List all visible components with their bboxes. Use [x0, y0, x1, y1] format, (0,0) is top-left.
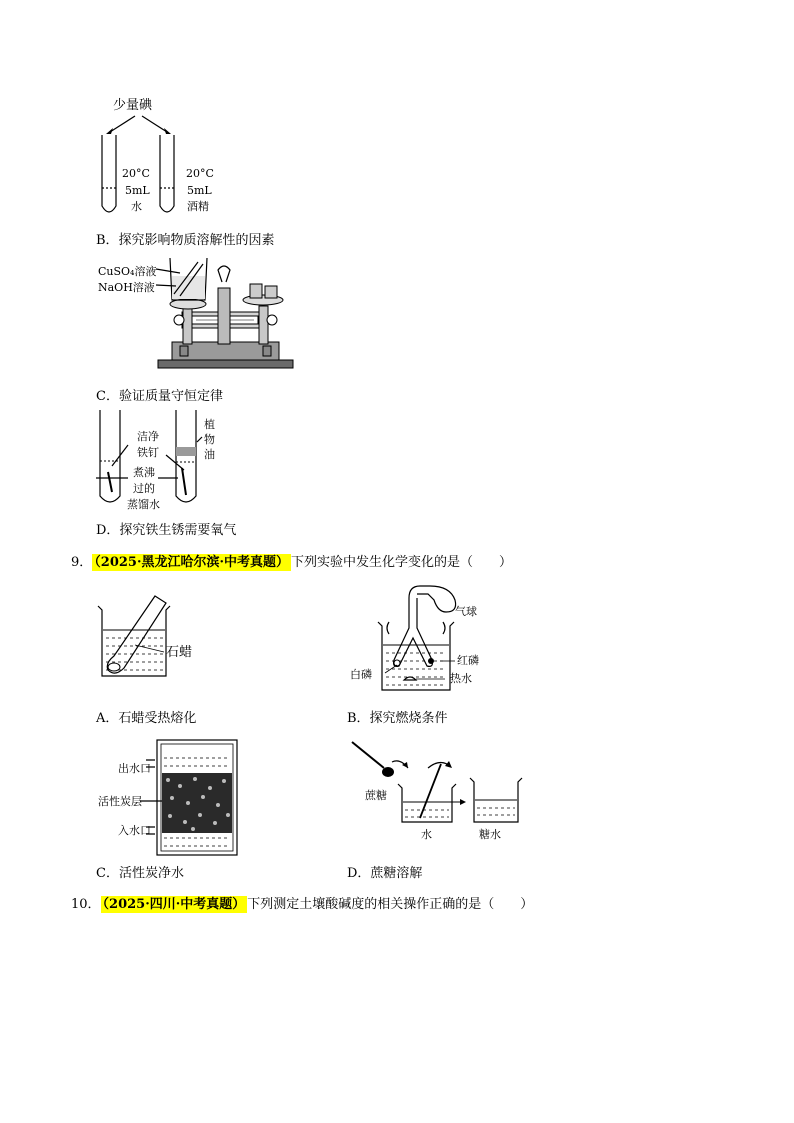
source-badge: （2025·黑龙江哈尔滨·中考真题） — [94, 555, 290, 570]
caption-a: A．石蜡受热熔化 — [96, 711, 197, 726]
caption-b-option: B．探究燃烧条件 — [347, 711, 448, 726]
paraffin-label: 石蜡 — [166, 645, 193, 660]
red-phosphorus-label: 红磷 — [457, 654, 479, 667]
question-text: 下列测定土壤酸碱度的相关操作正确的是（ ） — [247, 897, 534, 912]
tube2-volume: 5mL — [187, 184, 212, 197]
water-label: 水 — [421, 828, 432, 841]
tube2-solvent: 酒精 — [187, 200, 209, 213]
sucrose-label: 蔗糖 — [365, 789, 387, 802]
carbon-layer-label: 活性炭层 — [98, 795, 142, 808]
tube2-temp: 20°C — [186, 167, 214, 180]
tube1-volume: 5mL — [125, 184, 150, 197]
outlet-label: 出水口 — [118, 762, 151, 775]
nail-label-1: 洁净 — [137, 430, 159, 443]
water-label-3: 蒸馏水 — [127, 498, 160, 511]
tube1-temp: 20°C — [122, 167, 150, 180]
caption-c: C．验证质量守恒定律 — [96, 389, 223, 404]
question-text: 下列实验中发生化学变化的是（ ） — [291, 555, 513, 570]
white-phosphorus-label: 白磷 — [350, 668, 372, 681]
question-number: 10． — [71, 897, 101, 912]
nail-label-2: 铁钉 — [137, 446, 159, 459]
tube1-solvent: 水 — [131, 200, 142, 213]
iodine-label: 少量碘 — [113, 98, 153, 113]
caption-b: B．探究影响物质溶解性的因素 — [96, 233, 275, 248]
question-number: 9． — [71, 555, 93, 570]
naoh-label: NaOH溶液 — [98, 281, 155, 294]
oil-label-3: 油 — [204, 448, 215, 461]
caption-d-option: D．蔗糖溶解 — [347, 866, 423, 881]
source-badge: （2025·四川·中考真题） — [102, 897, 246, 912]
water-label-2: 过的 — [133, 482, 155, 495]
sugar-water-label: 糖水 — [479, 828, 501, 841]
balloon-label: 气球 — [455, 605, 477, 618]
water-label-1: 煮沸 — [133, 466, 155, 479]
question-10-stem — [71, 893, 533, 912]
hot-water-label: 热水 — [450, 672, 472, 685]
oil-label-2: 物 — [204, 433, 215, 446]
caption-d: D．探究铁生锈需要氧气 — [96, 523, 237, 538]
oil-label-1: 植 — [204, 418, 215, 431]
caption-c-option: C．活性炭净水 — [96, 866, 184, 881]
cuso4-label: CuSO₄溶液 — [98, 265, 157, 278]
inlet-label: 入水口 — [118, 824, 151, 837]
